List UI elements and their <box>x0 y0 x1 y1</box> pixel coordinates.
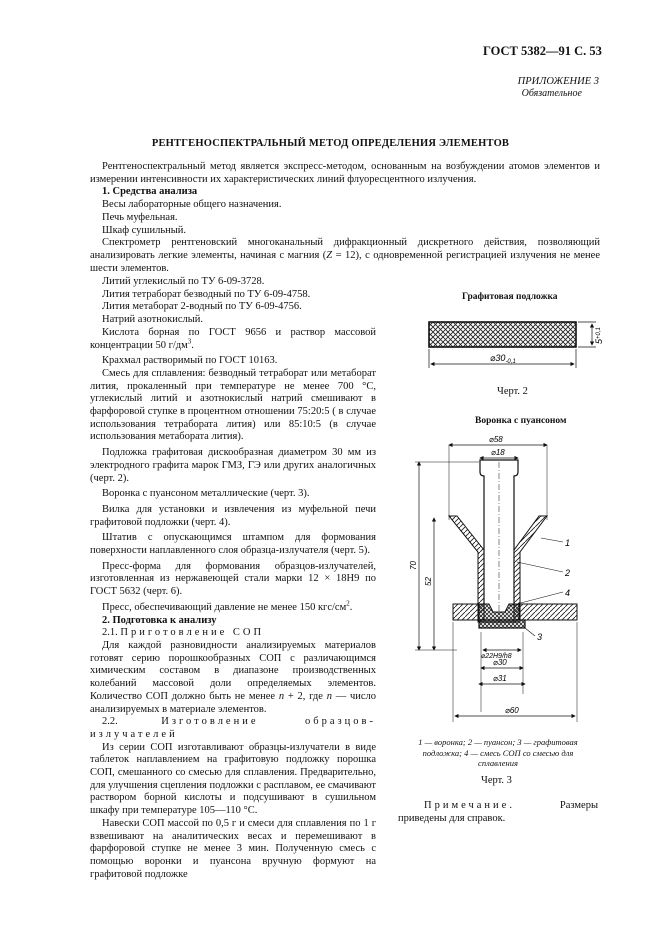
figure2-title: Графитовая подложка <box>462 292 558 302</box>
appendix-number: ПРИЛОЖЕНИЕ 3 <box>517 76 599 87</box>
appendix-status: Обязательное <box>521 88 582 99</box>
graphite-substrate-section <box>429 322 576 347</box>
subsection-2-1-text: Для каждой разновидности анализируемых материалов готовят серию порошкообразных СОП с различающимся химическим составом в диапазоне производственных колебаний массовой доли определяемых элементов. Количество СОП должно быть не менее n + 2, где n — число анализируемых в материале элементов. <box>90 639 376 715</box>
dimension-thickness: $5^{+0,1}$ <box>594 327 604 344</box>
appendix-label <box>518 76 599 100</box>
dim-70: 70 <box>409 561 418 570</box>
label-3: 3 <box>537 632 543 642</box>
page-header: ГОСТ 5382—91 С. 53 <box>483 44 602 58</box>
figure3-legend: 1 — воронка; 2 — пуансон; 3 — графитовая подложка; 4 — смесь СОП со смесью для сплавления <box>418 737 578 768</box>
reagent-item: Литий углекислый по ТУ 6-09-3728. <box>102 276 265 287</box>
figure3-drawing <box>405 432 605 732</box>
substrate-paragraph: Подложка графитовая дискообразная диаметром 30 мм из электродного графита марок ГМЗ, ГЭ или других аналогичных (черт. 2). <box>90 447 376 484</box>
intro-block <box>90 161 600 275</box>
note-label: Примечание. <box>424 800 515 811</box>
graphite-substrate <box>479 620 525 628</box>
spectrometer-paragraph: Спектрометр рентгеновский многоканальный дифракционный дискретного действия, позволяющий анализировать легкие элементы, начиная с магния (Z = 12), с одновременной регистрацией излучения не менее шести элементов. <box>90 237 600 274</box>
figure2-drawing <box>418 312 608 384</box>
equipment-item-scales: Весы лабораторные общего назначения. <box>102 199 282 211</box>
base-plate-right <box>519 604 577 620</box>
dim-30: ⌀30 <box>493 658 507 667</box>
figure2-caption: Черт. 2 <box>497 386 528 397</box>
reagent-item: Натрий азотнокислый. <box>102 314 204 326</box>
subsection-2-2-text: Из серии СОП изготавливают образцы-излучатели в виде таблеток наплавлением на графитовую подложку порошка СОП, смешанного со смесью для сплавления. Предварительно, для улучшения сцепления подложки с расплавом, ее смачивают раствором борной кислоты и подсушивают в сушильном шкафу при температуре 105—110 °С. <box>90 741 376 817</box>
label-1: 1 <box>565 538 571 548</box>
section2-heading: 2. Подготовка к анализу <box>102 614 217 626</box>
label-2: 2 <box>565 568 571 578</box>
dim-22: ⌀22Н9/h8 <box>481 653 512 660</box>
dim-58: ⌀58 <box>489 435 503 444</box>
equipment-item-oven: Шкаф сушильный. <box>102 224 187 236</box>
figure3-title: Воронка с пуансоном <box>475 416 567 426</box>
section1-heading: 1. Средства анализа <box>102 186 198 198</box>
starch-paragraph: Крахмал растворимый по ГОСТ 10163. <box>102 355 278 367</box>
note <box>398 799 598 825</box>
left-column <box>90 276 376 881</box>
mold-paragraph: Пресс-форма для формования образцов-излучателей, изготовленная из нержавеющей стали марки 12 × 18Н9 по ГОСТ 5632 (черт. 6). <box>90 560 376 598</box>
figure3-caption: Черт. 3 <box>481 775 512 786</box>
fork-paragraph: Вилка для установки и извлечения из муфельной печи графитовой подложки (черт. 4). <box>90 503 376 528</box>
base-plate-left <box>453 604 479 620</box>
dim-52: 52 <box>424 577 433 586</box>
funnel-paragraph: Воронка с пуансоном металлические (черт. 3). <box>102 488 310 500</box>
label-4: 4 <box>565 588 571 598</box>
section-title: РЕНТГЕНОСПЕКТРАЛЬНЫЙ МЕТОД ОПРЕДЕЛЕНИЯ ЭЛЕМЕНТОВ <box>151 138 510 149</box>
tripod-paragraph: Штатив с опускающимся штампом для формования поверхности наплавленного слоя образца-излучателя (черт. 5). <box>90 532 376 557</box>
equipment-item-furnace: Печь муфельная. <box>102 211 178 223</box>
dim-31: ⌀31 <box>493 674 507 683</box>
subsection-2-1-heading: 2.1. Приготовление СОП <box>102 627 265 639</box>
reagent-item: Лития тетраборат безводный по ТУ 6-09-4758. <box>102 288 311 300</box>
dim-18: ⌀18 <box>491 448 505 457</box>
intro-paragraph: Рентгеноспектральный метод является экспресс-методом, основанным на возбуждении атомов элементов и измерении интенсивности их характеристических линий флуоресцентного излучения. <box>90 161 600 185</box>
flux-paragraph: Смесь для сплавления: безводный тетраборат или метаборат лития, прокаленный при температуре не менее 700 °С, углекислый литий и азотнокислый натрий смешивают в фарфоровой ступке в процентном отношении 75:20:5 ( в случае использования тетрабората лития) или 85:10:5 (в случае использования метабората лития). <box>90 367 376 443</box>
subsection-2-2-heading: 2.2. Изготовление образцов-излучателей <box>90 716 376 740</box>
subsection-2-2-text-continued: Навески СОП массой по 0,5 г и смеси для сплавления по 1 г взвешивают на аналитических весах и перемешивают в фарфоровой ступке не менее 3 мин. Полученную смесь с помощью воронки и пуансона вручную формуют на графитовой подложке <box>90 817 376 880</box>
dim-60: ⌀60 <box>505 706 519 715</box>
note-text: Размеры приведены для справок. <box>398 800 598 824</box>
press-paragraph: Пресс, обеспечивающий давление не менее 150 кгс/$см^2$. <box>102 599 353 613</box>
reagent-item: Лития метаборат 2-водный по ТУ 6-09-4756. <box>102 301 302 313</box>
dimension-diameter: $⌀30_{-0,1}$ <box>490 353 516 365</box>
boric-acid-paragraph: Кислота борная по ГОСТ 9656 и раствор массовой концентрации 50 $г/дм^3$. <box>90 326 376 351</box>
